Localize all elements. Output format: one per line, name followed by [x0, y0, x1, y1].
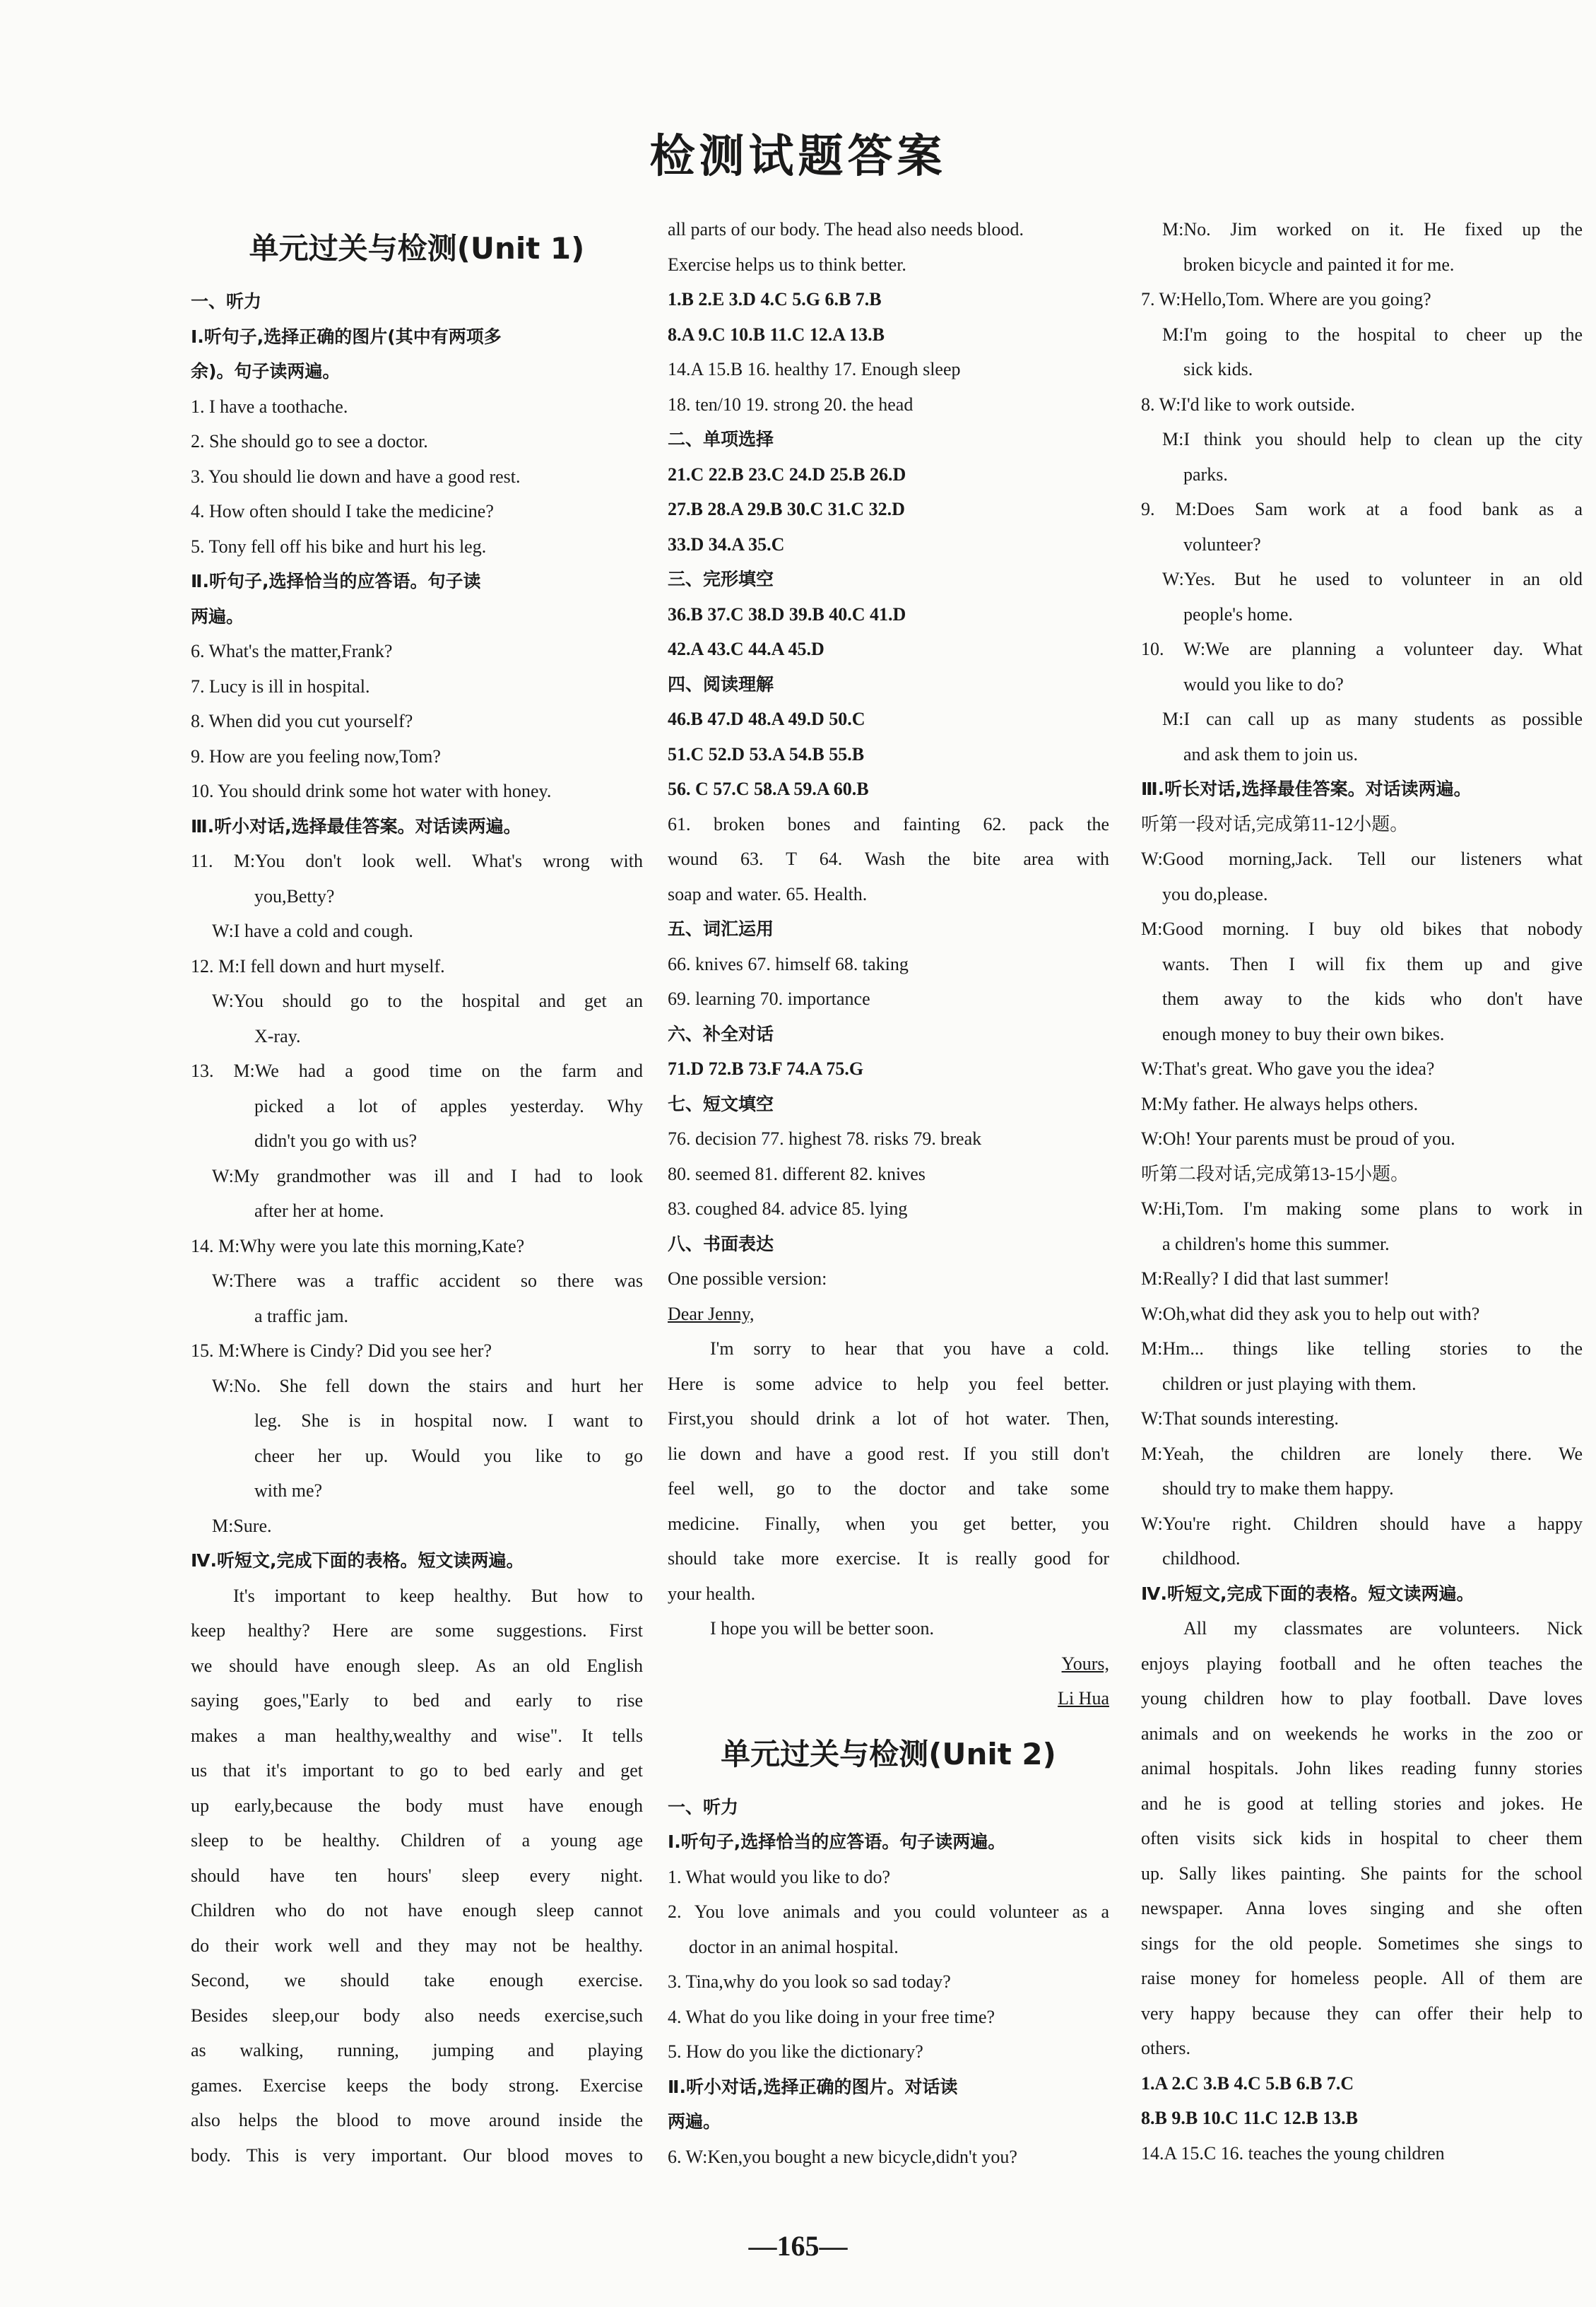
text-line: enjoys playing football and he often teaches the — [1141, 1653, 1583, 1674]
text-line: M:Hm... things like telling stories to the — [1141, 1338, 1583, 1359]
text-line: 2. You love animals and you could volunteer as a — [668, 1901, 1109, 1922]
text-line: and he is good at telling stories and jokes. He — [1141, 1793, 1583, 1814]
text-line: W:That's great. Who gave you the idea? — [1141, 1058, 1435, 1079]
text-line: It's important to keep healthy. But how to — [233, 1585, 643, 1606]
text-line: Dear Jenny, — [668, 1303, 755, 1324]
page-title: 检测试题答案 — [649, 131, 947, 183]
text-line: 42.A 43.C 44.A 45.D — [668, 639, 824, 659]
text-line: 4. What do you like doing in your free time? — [668, 2006, 995, 2027]
text-line: animals and on weekends he works in the zoo or — [1141, 1723, 1583, 1744]
text-line: as walking, running, jumping and playing — [191, 2040, 643, 2060]
text-line: 27.B 28.A 29.B 30.C 31.C 32.D — [668, 499, 905, 519]
text-line: W:Oh,what did they ask you to help out with? — [1141, 1303, 1480, 1324]
text-line: picked a lot of apples yesterday. Why — [254, 1095, 643, 1116]
text-line: 2. She should go to see a doctor. — [191, 431, 428, 452]
text-line: I'm sorry to hear that you have a cold. — [710, 1338, 1109, 1359]
text-line: saying goes,"Early to bed and early to rise — [191, 1690, 643, 1711]
text-line: didn't you go with us? — [254, 1131, 418, 1151]
text-line: Besides sleep,our body also needs exercise,such — [191, 2005, 643, 2026]
text-line: keep healthy? Here are some suggestions. First — [191, 1620, 643, 1641]
text-line: 3. You should lie down and have a good rest. — [191, 466, 521, 487]
text-line: 听第二段对话,完成第13-15小题。 — [1141, 1163, 1409, 1184]
text-line: Ⅳ.听短文,完成下面的表格。短文读两遍。 — [191, 1550, 524, 1571]
text-line: 18. ten/10 19. strong 20. the head — [668, 394, 914, 415]
text-line: after her at home. — [254, 1200, 384, 1221]
text-line: 51.C 52.D 53.A 54.B 55.B — [668, 743, 865, 765]
text-line: W:Oh! Your parents must be proud of you. — [1141, 1128, 1455, 1149]
text-line: 8. W:I'd like to work outside. — [1141, 394, 1355, 415]
text-line: 一、听力 — [191, 291, 262, 312]
text-line: 7. Lucy is ill in hospital. — [191, 675, 370, 697]
text-line: soap and water. 65. Health. — [668, 883, 868, 904]
text-line: children or just playing with them. — [1162, 1373, 1417, 1394]
text-line: Ⅱ.听句子,选择恰当的应答语。句子读 — [191, 571, 481, 591]
text-line: 8.B 9.B 10.C 11.C 12.B 13.B — [1141, 2108, 1358, 2128]
text-line: M:Sure. — [212, 1515, 272, 1536]
text-line: Yours, — [1061, 1653, 1109, 1674]
text-line: with me? — [254, 1480, 323, 1501]
column-left-lines — [191, 284, 643, 2173]
text-line: One possible version: — [668, 1268, 827, 1289]
text-line: W:Hi,Tom. I'm making some plans to work in — [1141, 1198, 1583, 1219]
text-line: 80. seemed 81. different 82. knives — [668, 1163, 926, 1184]
text-line: W:Yes. But he used to volunteer in an old — [1162, 569, 1583, 589]
text-line: Second, we should take enough exercise. — [191, 1970, 643, 1990]
text-line: M:I can call up as many students as possible — [1162, 709, 1583, 729]
text-line: M:Yeah, the children are lonely there. We — [1141, 1443, 1583, 1464]
text-line: 1. I have a toothache. — [191, 396, 348, 417]
unit-1-heading: 单元过关与检测(Unit 1) — [249, 231, 585, 266]
column-middle-lines-unit2 — [668, 1790, 1109, 2175]
text-line: 五、词汇运用 — [668, 919, 774, 939]
text-line: W:My grandmother was ill and I had to look — [212, 1165, 643, 1186]
text-line: sick kids. — [1183, 359, 1253, 379]
text-line: Exercise helps us to think better. — [668, 254, 906, 275]
text-line: also helps the blood to move around inside the — [191, 2110, 643, 2130]
text-line: 7. W:Hello,Tom. Where are you going? — [1141, 289, 1431, 309]
text-line: medicine. Finally, when you get better, you — [668, 1513, 1109, 1534]
text-line: all parts of our body. The head also needs blood. — [668, 219, 1024, 240]
text-line: 83. coughed 84. advice 85. lying — [668, 1198, 908, 1219]
text-line: you do,please. — [1162, 883, 1268, 904]
text-line: newspaper. Anna loves singing and she often — [1141, 1898, 1583, 1918]
text-line: 14.A 15.C 16. teaches the young children — [1141, 2142, 1445, 2164]
text-line: 15. M:Where is Cindy? Did you see her? — [191, 1340, 492, 1361]
text-line: you,Betty? — [254, 885, 335, 907]
text-line: we should have enough sleep. As an old English — [191, 1655, 643, 1676]
text-line: W:That sounds interesting. — [1141, 1408, 1339, 1429]
text-line: 66. knives 67. himself 68. taking — [668, 953, 909, 974]
text-line: 8. When did you cut yourself? — [191, 711, 413, 731]
column-right — [1141, 212, 1583, 2171]
text-line: 两遍。 — [668, 2111, 721, 2132]
text-line: often visits sick kids in hospital to cheer them — [1141, 1828, 1583, 1848]
text-line: sleep to be healthy. Children of a young age — [191, 1830, 643, 1851]
text-line: games. Exercise keeps the body strong. Exercise — [191, 2075, 643, 2096]
text-line: W:No. She fell down the stairs and hurt her — [212, 1375, 643, 1396]
text-line: sings for the old people. Sometimes she sings to — [1141, 1933, 1583, 1954]
text-line: leg. She is in hospital now. I want to — [254, 1410, 643, 1431]
text-line: 四、阅读理解 — [668, 673, 774, 695]
text-line: 三、完形填空 — [668, 569, 774, 589]
text-line: Ⅳ.听短文,完成下面的表格。短文读两遍。 — [1141, 1583, 1474, 1604]
text-line: 21.C 22.B 23.C 24.D 25.B 26.D — [668, 464, 906, 485]
text-line: Li Hua — [1058, 1688, 1109, 1709]
column-right-lines — [1141, 212, 1583, 2171]
text-line: 1.A 2.C 3.B 4.C 5.B 6.B 7.C — [1141, 2072, 1354, 2094]
column-middle-lines — [668, 212, 1109, 1716]
text-line: M:My father. He always helps others. — [1141, 1093, 1419, 1114]
text-line: 6. What's the matter,Frank? — [191, 641, 393, 661]
text-line: W:You should go to the hospital and get an — [212, 991, 643, 1011]
text-line: 14. M:Why were you late this morning,Kate? — [191, 1235, 525, 1256]
text-line: Ⅰ.听句子,选择恰当的应答语。句子读两遍。 — [668, 1831, 1006, 1852]
text-line: M:Good morning. I buy old bikes that nobody — [1141, 919, 1583, 939]
text-line: parks. — [1183, 464, 1228, 485]
text-line: raise money for homeless people. All of them are — [1141, 1968, 1583, 1988]
text-line: X-ray. — [254, 1025, 301, 1046]
text-line: enough money to buy their own bikes. — [1162, 1023, 1445, 1044]
text-line: 76. decision 77. highest 78. risks 79. break — [668, 1128, 982, 1149]
text-line: 9. M:Does Sam work at a food bank as a — [1141, 499, 1583, 519]
text-line: 56. C 57.C 58.A 59.A 60.B — [668, 779, 869, 799]
text-line: doctor in an animal hospital. — [689, 1936, 899, 1957]
text-line: up early,because the body must have enough — [191, 1795, 643, 1816]
text-line: M:I'm going to the hospital to cheer up the — [1162, 324, 1583, 345]
text-line: 14.A 15.B 16. healthy 17. Enough sleep — [668, 359, 961, 379]
text-line: should take more exercise. It is really good for — [668, 1548, 1109, 1569]
text-line: should try to make them happy. — [1162, 1478, 1394, 1499]
text-line: 5. How do you like the dictionary? — [668, 2041, 923, 2062]
text-line: 9. How are you feeling now,Tom? — [191, 745, 441, 767]
text-line: W:Good morning,Jack. Tell our listeners what — [1141, 849, 1583, 869]
text-line: Ⅲ.听长对话,选择最佳答案。对话读两遍。 — [1141, 779, 1472, 799]
text-line: feel well, go to the doctor and take some — [668, 1478, 1109, 1499]
text-line: Ⅱ.听小对话,选择正确的图片。对话读 — [668, 2076, 958, 2097]
text-line: M:No. Jim worked on it. He fixed up the — [1162, 219, 1583, 240]
text-line: 余)。句子读两遍。 — [191, 361, 341, 382]
text-line: 13. M:We had a good time on the farm and — [191, 1061, 643, 1081]
text-line: childhood. — [1162, 1548, 1241, 1569]
text-line: lie down and have a good rest. If you still don't — [668, 1443, 1109, 1464]
text-line: First,you should drink a lot of hot water. Then, — [668, 1408, 1109, 1429]
text-line: 46.B 47.D 48.A 49.D 50.C — [668, 709, 865, 729]
text-line: makes a man healthy,wealthy and wise". It tells — [191, 1725, 643, 1746]
text-line: Ⅲ.听小对话,选择最佳答案。对话读两遍。 — [191, 815, 521, 837]
text-line: others. — [1141, 2038, 1191, 2058]
text-line: All my classmates are volunteers. Nick — [1183, 1618, 1583, 1639]
text-line: 12. M:I fell down and hurt myself. — [191, 955, 445, 977]
text-line: 10. You should drink some hot water with honey. — [191, 781, 552, 801]
text-line: 36.B 37.C 38.D 39.B 40.C 41.D — [668, 603, 906, 625]
text-line: cheer her up. Would you like to go — [254, 1445, 643, 1466]
text-line: 八、书面表达 — [668, 1233, 774, 1254]
text-line: 69. learning 70. importance — [668, 989, 870, 1009]
text-line: animal hospitals. John likes reading funny stories — [1141, 1758, 1583, 1778]
page-number: —165— — [748, 2230, 848, 2262]
text-line: M:I think you should help to clean up the city — [1162, 429, 1583, 449]
text-line: volunteer? — [1183, 533, 1261, 555]
text-line: would you like to do? — [1183, 673, 1344, 695]
text-line: 一、听力 — [668, 1796, 739, 1817]
text-line: should have ten hours' sleep every night. — [191, 1865, 643, 1886]
text-line: very happy because they can offer their help to — [1141, 2002, 1583, 2024]
text-line: a traffic jam. — [254, 1305, 349, 1326]
text-line: wants. Then I will fix them up and give — [1162, 953, 1583, 974]
text-line: do their work well and they may not be healthy. — [191, 1935, 643, 1956]
unit-2-heading: 单元过关与检测(Unit 2) — [721, 1736, 1056, 1771]
text-line: 61. broken bones and fainting 62. pack the — [668, 813, 1109, 834]
text-line: a children's home this summer. — [1162, 1233, 1390, 1254]
text-line: 8.A 9.C 10.B 11.C 12.A 13.B — [668, 324, 885, 345]
text-line: 33.D 34.A 35.C — [668, 533, 785, 555]
text-line: 4. How often should I take the medicine? — [191, 501, 494, 521]
text-line: us that it's important to go to bed early and get — [191, 1760, 643, 1781]
text-line: wound 63. T 64. Wash the bite area with — [668, 849, 1109, 869]
column-left — [191, 220, 643, 2173]
text-line: 5. Tony fell off his bike and hurt his leg. — [191, 536, 487, 557]
text-line: 6. W:Ken,you bought a new bicycle,didn't you? — [668, 2146, 1017, 2167]
text-line: 71.D 72.B 73.F 74.A 75.G — [668, 1058, 864, 1079]
text-line: young children how to play football. Dave loves — [1141, 1688, 1583, 1709]
text-line: 两遍。 — [191, 606, 244, 627]
text-line: W:There was a traffic accident so there was — [212, 1270, 643, 1291]
text-line: up. Sally likes painting. She paints for the school — [1141, 1863, 1583, 1884]
text-line: body. This is very important. Our blood moves to — [191, 2144, 643, 2166]
text-line: I hope you will be better soon. — [710, 1618, 934, 1639]
text-line: 1. What would you like to do? — [668, 1866, 891, 1887]
text-line: 10. W:We are planning a volunteer day. What — [1141, 639, 1583, 659]
text-line: 1.B 2.E 3.D 4.C 5.G 6.B 7.B — [668, 289, 882, 309]
text-line: 六、补全对话 — [668, 1023, 774, 1044]
column-middle — [668, 212, 1109, 2174]
text-line: M:Really? I did that last summer! — [1141, 1268, 1390, 1289]
text-line: Children who do not have enough sleep cannot — [191, 1900, 643, 1920]
text-line: and ask them to join us. — [1183, 743, 1358, 765]
text-line: W:I have a cold and cough. — [212, 921, 413, 941]
text-line: Here is some advice to help you feel better. — [668, 1373, 1109, 1394]
text-line: 七、短文填空 — [668, 1093, 774, 1114]
text-line: 二、单项选择 — [668, 429, 774, 449]
text-line: people's home. — [1183, 603, 1293, 625]
text-line: 3. Tina,why do you look so sad today? — [668, 1971, 951, 1992]
text-line: W:You're right. Children should have a happy — [1141, 1513, 1583, 1534]
text-line: broken bicycle and painted it for me. — [1183, 254, 1455, 275]
text-line: 11. M:You don't look well. What's wrong with — [191, 851, 643, 871]
text-line: 听第一段对话,完成第11-12小题。 — [1141, 813, 1409, 834]
text-line: them away to the kids who don't have — [1162, 989, 1583, 1009]
text-line: your health. — [668, 1583, 756, 1604]
text-line: Ⅰ.听句子,选择正确的图片(其中有两项多 — [191, 326, 502, 347]
